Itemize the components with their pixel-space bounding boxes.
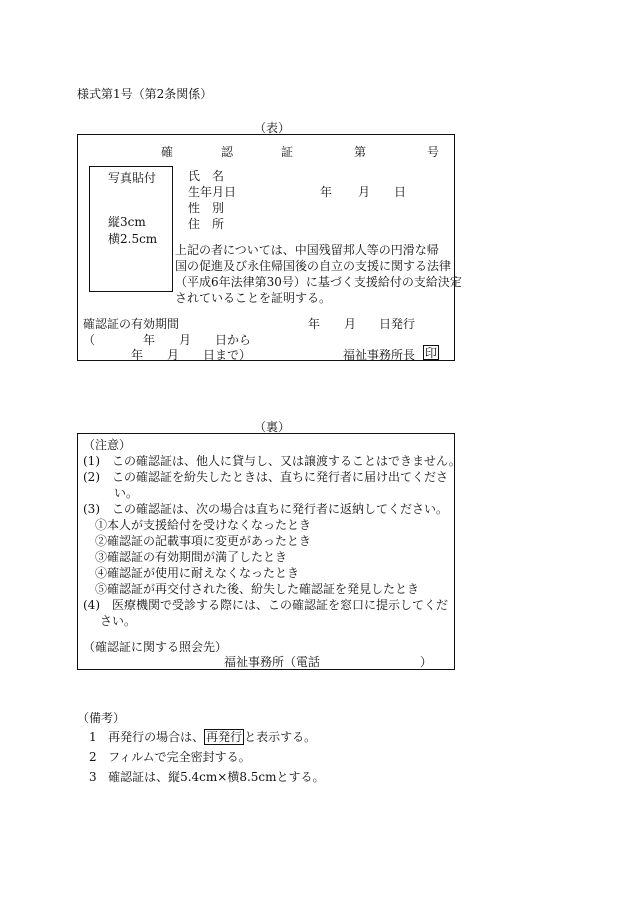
form-title: 様式第1号（第2条関係） [77, 87, 213, 101]
note-3-item-3: ③確認証の有効期間が満了したとき [95, 550, 288, 564]
cert-title-2: 認 [221, 145, 234, 159]
birth-month: 月 [358, 185, 371, 199]
statement-line-1: 上記の者については、中国残留邦人等の円滑な帰 [175, 243, 439, 257]
note-4-cont: さい。 [100, 614, 137, 628]
photo-size-width: 横2.5cm [108, 232, 158, 246]
note-1: (1) この確認証は、他人に貸与し、又は譲渡することはできません。 [83, 454, 461, 468]
photo-box [89, 166, 173, 292]
note-3-item-5: ⑤確認証が再交付された後、紛失した確認証を発見したとき [95, 582, 420, 596]
issuer-label: 福祉事務所長 [343, 348, 416, 362]
remark-2 [89, 751, 251, 763]
contact-office: 福祉事務所（電話 [224, 655, 321, 669]
photo-label: 写真貼付 [108, 171, 157, 185]
remark-2-text: フィルムで完全密封する。 [108, 750, 251, 764]
remark-2-num: 2 [89, 750, 97, 764]
birth-day: 日 [394, 185, 407, 199]
front-heading: （表） [254, 121, 291, 135]
issue-day: 日発行 [379, 317, 416, 331]
name-label: 氏 名 [188, 169, 225, 183]
issue-month: 月 [344, 317, 357, 331]
remark-1-post: と表示する。 [244, 730, 317, 744]
statement-line-3: （平成6年法律第30号）に基づく支援給付の支給決定 [175, 275, 462, 289]
remark-3-text: 確認証は、縦5.4cm×横8.5cmとする。 [108, 770, 325, 784]
remark-1 [89, 731, 316, 743]
contact-label: （確認証に関する照会先） [83, 640, 228, 654]
note-3-item-2: ②確認証の記載事項に変更があったとき [95, 534, 311, 548]
address-label: 住 所 [188, 217, 225, 231]
note-2-cont: い。 [114, 486, 139, 500]
remark-1-pre: 再発行の場合は、 [108, 730, 205, 744]
issue-year: 年 [308, 317, 321, 331]
remark-3 [89, 771, 325, 783]
seal-mark: 印 [425, 346, 438, 360]
statement-line-4: されていることを証明する。 [175, 291, 332, 305]
validity-to: 年 月 日まで） [131, 348, 252, 362]
back-card [77, 433, 461, 670]
note-2: (2) この確認証を紛失したときは、直ちに発行者に届け出てくださ [83, 470, 449, 484]
birth-year: 年 [320, 185, 333, 199]
photo-size-height: 縦3cm [108, 215, 146, 229]
statement-line-2: 国の促進及び永住帰国後の自立の支援に関する法律 [175, 259, 452, 273]
note-3-item-1: ①本人が支援給付を受けなくなったとき [95, 518, 312, 532]
cert-title-5: 号 [427, 145, 440, 159]
contact-close: ） [420, 655, 433, 669]
validity-label: 確認証の有効期間 [83, 317, 180, 331]
notice-label: （注意） [83, 438, 132, 452]
cert-title-3: 証 [281, 145, 294, 159]
validity-from: （ 年 月 日から [83, 333, 252, 347]
cert-title-4: 第 [354, 145, 367, 159]
seal-box [423, 345, 439, 360]
sex-label: 性 別 [188, 201, 225, 215]
birth-label: 生年月日 [188, 185, 237, 199]
reissue-box: 再発行 [206, 730, 243, 744]
back-heading: （裏） [254, 420, 291, 434]
note-3-item-4: ④確認証が使用に耐えなくなったとき [95, 566, 300, 580]
remarks-label: （備考） [77, 711, 126, 725]
front-card [77, 134, 462, 362]
remark-3-num: 3 [89, 770, 97, 784]
remark-1-num: 1 [89, 730, 97, 744]
cert-title-1: 確 [161, 145, 174, 159]
note-4: (4) 医療機関で受診する際には、この確認証を窓口に提示してくだ [83, 598, 449, 612]
note-3: (3) この確認証は、次の場合は直ちに発行者に返納してください。 [83, 502, 449, 516]
